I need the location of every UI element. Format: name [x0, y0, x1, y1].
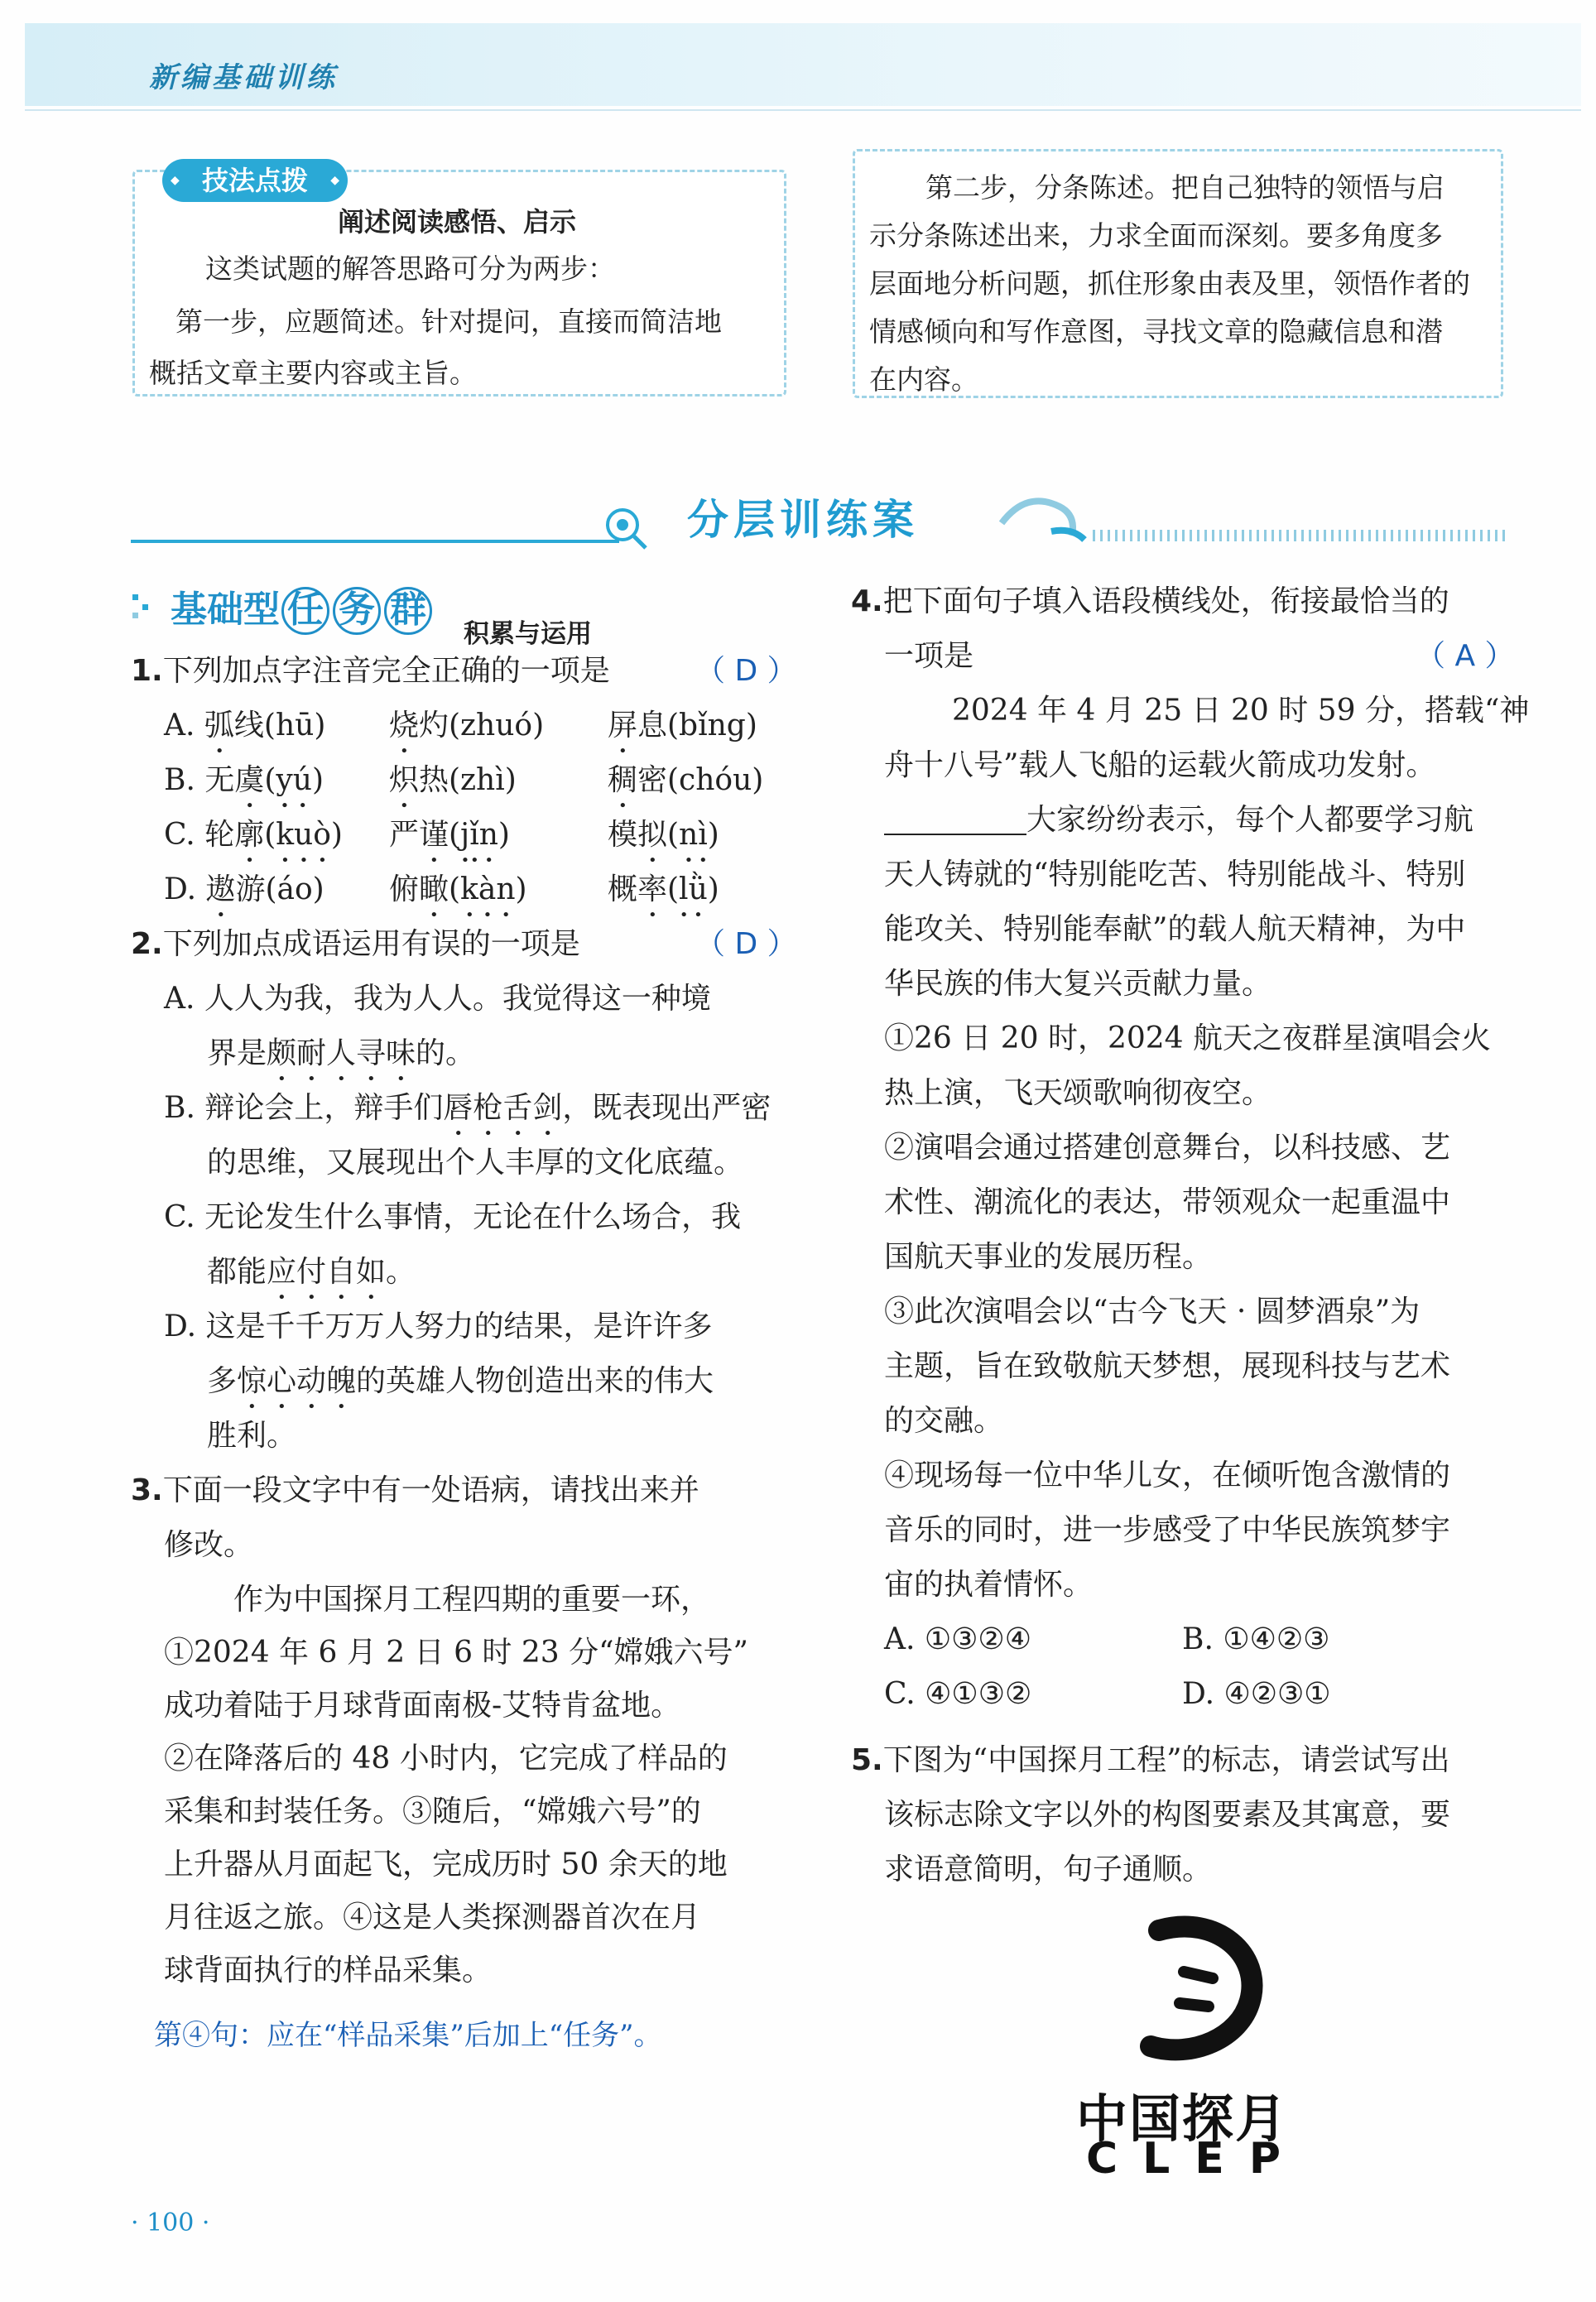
section-char-1: 任: [281, 587, 329, 635]
q4-text: 大家纷纷表示，每个人都要学习航: [1026, 803, 1474, 837]
banner-magnifier-icon: [594, 497, 652, 555]
q1-opt-label: D.: [164, 872, 197, 906]
q1-char: 模: [608, 818, 638, 852]
q2-text: B. 辩论会上，辩手们: [164, 1091, 444, 1125]
q2-text: 都能: [207, 1255, 267, 1289]
q4-answer-value: A: [1454, 639, 1476, 673]
q2-stem: [131, 917, 580, 972]
tip-right-line-4: 情感倾向和写作意图，寻找文章的隐藏信息和潜: [869, 315, 1443, 348]
q1-dot-pinyin: 率(lǜ): [637, 872, 719, 906]
q1-char: 俯: [389, 872, 420, 906]
banner-swirl-icon: [993, 490, 1093, 548]
q4-item-line: 国航天事业的发展历程。: [884, 1240, 1213, 1274]
q1-number: 1.: [131, 654, 163, 688]
q2-text: 下列加点成语运用有误的一项是: [162, 927, 580, 961]
q1-char: 无: [204, 763, 235, 797]
header-band: [25, 23, 1581, 106]
q3-number: 3.: [131, 1473, 163, 1507]
q1-option-row: [164, 753, 793, 815]
tip-right-line-3: 层面地分析问题，抓住形象由表及里，领悟作者的: [869, 267, 1470, 300]
q1-pinyin: 密(chóu): [637, 763, 764, 797]
header-title: 新编基础训练: [149, 61, 338, 94]
q4-passage-line: 2024 年 4 月 25 日 20 时 59 分，搭载“神: [952, 694, 1530, 728]
q1-dot-char: 遨: [205, 872, 236, 906]
q5-line2: 该标志除文字以外的构图要素及其寓意，要: [884, 1798, 1451, 1832]
q2-option-b-line1: [164, 1081, 771, 1142]
q2-text: 的。: [416, 1036, 476, 1070]
q4-blank[interactable]: [884, 809, 1026, 835]
q4-option-b: B. ①④②③: [1182, 1622, 1330, 1656]
section-subtitle: 积累与运用: [464, 619, 592, 649]
q5-line3: 求语意简明，句子通顺。: [884, 1853, 1213, 1886]
q2-option-a-line1: A. 人人为我，我为人人。我觉得这一种境: [164, 982, 711, 1016]
logo-english-text: CLEP: [1086, 2134, 1305, 2184]
q4-passage-line: 华民族的伟大复兴贡献力量。: [884, 967, 1272, 1001]
q1-opt-label: A.: [164, 709, 195, 743]
q2-answer: （ D ）: [695, 927, 797, 961]
q1-option-row: [164, 863, 793, 924]
q1-dot-char: 弧: [204, 709, 234, 743]
q1-answer: （ D ）: [695, 654, 797, 688]
q2-option-a-line2: [207, 1026, 475, 1088]
q4-item-line: ③此次演唱会以“古今飞天 · 圆梦酒泉”为: [884, 1295, 1421, 1329]
q4-passage-line: 能攻关、特别能奉献”的载人航天精神，为中: [884, 912, 1466, 946]
q4-item-line: 音乐的同时，进一步感受了中华民族筑梦宇: [884, 1513, 1451, 1547]
q5-number: 5.: [851, 1743, 883, 1777]
q1-option-row: [164, 808, 793, 869]
tip-left-line-2: 第一步，应题简述。针对提问，直接而简洁地: [175, 305, 722, 338]
q2-idiom: 应付自如: [267, 1255, 387, 1289]
q1-answer-value: D: [734, 654, 758, 688]
tip-right-line-1: 第二步，分条陈述。把自己独特的领悟与启: [925, 171, 1445, 204]
tip-left-line-3: 概括文章主要内容或主旨。: [149, 357, 477, 389]
q2-text: 的英雄人物创造出来的伟大: [356, 1364, 714, 1398]
banner-dots: [1093, 530, 1507, 541]
tip-right-line-5: 在内容。: [869, 363, 978, 396]
q4-stem-line1: [851, 574, 1449, 629]
header-divider: [25, 109, 1581, 111]
banner-line-left: [131, 540, 619, 543]
q4-item-line: 宙的执着情怀。: [884, 1568, 1094, 1602]
banner-title: 分层训练案: [687, 496, 919, 544]
q1-char: 严: [389, 818, 420, 852]
q1-dot-pinyin: 廓(kuò): [234, 818, 343, 852]
tip-left-line-1: 这类试题的解答思路可分为两步：: [205, 252, 615, 285]
section-char-3: 群: [384, 587, 432, 635]
q2-idiom: 惊心动魄: [237, 1364, 357, 1398]
q4-item-line: 热上演，飞天颂歌响彻夜空。: [884, 1076, 1272, 1110]
q2-number: 2.: [131, 927, 163, 961]
q1-pinyin: 游(áo): [235, 872, 324, 906]
q1-dot-pinyin: 虞(yú): [234, 763, 324, 797]
q4-stem-line2: 一项是: [884, 639, 974, 673]
q3-passage-line: 成功着陆于月球背面南极-艾特肯盆地。: [164, 1689, 681, 1723]
tip-badge: ◆ 技法点拨 ◆: [162, 159, 348, 202]
q2-option-d-line1: D. 这是千千万万人努力的结果，是许许多: [164, 1310, 713, 1343]
tip-title: 阐述阅读感悟、启示: [338, 206, 577, 238]
q4-number: 4.: [851, 584, 883, 618]
q2-text: 。: [386, 1255, 416, 1289]
q1-pinyin: 线(hū): [233, 709, 326, 743]
q3-passage-line: ②在降落后的 48 小时内，它完成了样品的: [164, 1742, 728, 1776]
q1-dot-char: 烧: [389, 709, 420, 743]
q1-pinyin: 息(bǐng): [637, 709, 757, 743]
q1-dot-pinyin: 谨(jǐn): [419, 818, 510, 852]
q2-text: 界是: [207, 1036, 267, 1070]
section-prefix: 基础型: [171, 589, 280, 631]
q2-text: 多: [207, 1364, 238, 1398]
section-char-2: 务: [333, 587, 381, 635]
q4-passage-line: 天人铸就的“特别能吃苦、特别能战斗、特别: [884, 858, 1466, 891]
q1-dot-char: 稠: [608, 763, 638, 797]
q1-dot-char: 炽: [389, 763, 420, 797]
q3-answer: 第④句：应在“样品采集”后加上“任务”。: [154, 2019, 662, 2052]
q4-passage-line: 舟十八号”载人飞船的运载火箭成功发射。: [884, 748, 1436, 782]
q4-text: 把下面句子填入语段横线处，衔接最恰当的: [882, 584, 1449, 618]
q2-idiom: 唇枪舌剑: [443, 1091, 563, 1125]
q1-dot-pinyin: 拟(nì): [637, 818, 719, 852]
q4-item-line: 的交融。: [884, 1404, 1004, 1438]
q2-option-d-line3: 胜利。: [207, 1419, 297, 1453]
q5-line1: [851, 1733, 1450, 1788]
q3-passage-line: 月往返之旅。④这是人类探测器首次在月: [164, 1901, 701, 1934]
q3-text: 下面一段文字中有一处语病，请找出来并: [162, 1473, 699, 1507]
q1-text: 下列加点字注音完全正确的一项是: [162, 654, 610, 688]
q3-passage-line: 采集和封装任务。③随后，“嫦娥六号”的: [164, 1795, 701, 1829]
q2-option-d-line2: [207, 1354, 714, 1415]
q1-stem: [131, 644, 610, 699]
q1-opt-label: C.: [164, 818, 195, 852]
section-title: [171, 579, 434, 635]
q3-stem-line2: 修改。: [164, 1528, 254, 1562]
q4-option-d: D. ④②③①: [1182, 1677, 1331, 1711]
q3-passage-line: ①2024 年 6 月 2 日 6 时 23 分“嫦娥六号”: [164, 1636, 748, 1670]
q3-passage-line: 作为中国探月工程四期的重要一环，: [233, 1583, 711, 1617]
section-bullet-icon: [131, 589, 154, 622]
q4-answer: （ A ）: [1416, 639, 1515, 673]
q1-char: 轮: [204, 818, 235, 852]
q5-text: 下图为“中国探月工程”的标志，请尝试写出: [882, 1743, 1450, 1777]
q3-passage-line: 上升器从月面起飞，完成历时 50 余天的地: [164, 1848, 728, 1881]
q4-item-line: ②演唱会通过搭建创意舞台，以科技感、艺: [884, 1131, 1451, 1165]
q1-pinyin: 灼(zhuó): [419, 709, 545, 743]
q2-answer-value: D: [734, 927, 758, 961]
q2-option-b-line2: 的思维，又展现出个人丰厚的文化底蕴。: [207, 1146, 744, 1180]
q3-stem-line1: [131, 1463, 699, 1518]
tip-right-line-2: 示分条陈述出来，力求全面而深刻。要多角度多: [869, 219, 1443, 252]
q2-idiom: 颇耐人寻味: [267, 1036, 416, 1070]
q4-passage-line: [884, 793, 1473, 848]
q2-option-c-line1: C. 无论发生什么事情，无论在什么场合，我: [164, 1200, 742, 1234]
q1-dot-pinyin: 瞰(kàn): [419, 872, 527, 906]
page-number: · 100 ·: [131, 2208, 210, 2237]
q4-item-line: 术性、潮流化的表达，带领观众一起重温中: [884, 1185, 1451, 1219]
q1-opt-label: B.: [164, 763, 195, 797]
q4-item-line: 主题，旨在致敬航天梦想，展现科技与艺术: [884, 1349, 1451, 1383]
q4-option-c: C. ④①③②: [884, 1677, 1032, 1711]
q2-option-c-line2: [207, 1245, 416, 1306]
q2-text: ，既表现出严密: [562, 1091, 772, 1125]
q4-item-line: ①26 日 20 时，2024 航天之夜群星演唱会火: [884, 1021, 1492, 1055]
q1-option-row: [164, 699, 793, 760]
q1-dot-char: 屏: [608, 709, 638, 743]
q1-pinyin: 热(zhì): [419, 763, 517, 797]
q4-option-a: A. ①③②④: [884, 1622, 1031, 1656]
logo-chinese-text: 中国探月: [1076, 2088, 1289, 2149]
clep-logo-icon: [1126, 1914, 1267, 2063]
q3-passage-line: 球背面执行的样品采集。: [164, 1954, 493, 1987]
q4-item-line: ④现场每一位中华儿女，在倾听饱含激情的: [884, 1459, 1451, 1492]
q1-char: 概: [608, 872, 638, 906]
